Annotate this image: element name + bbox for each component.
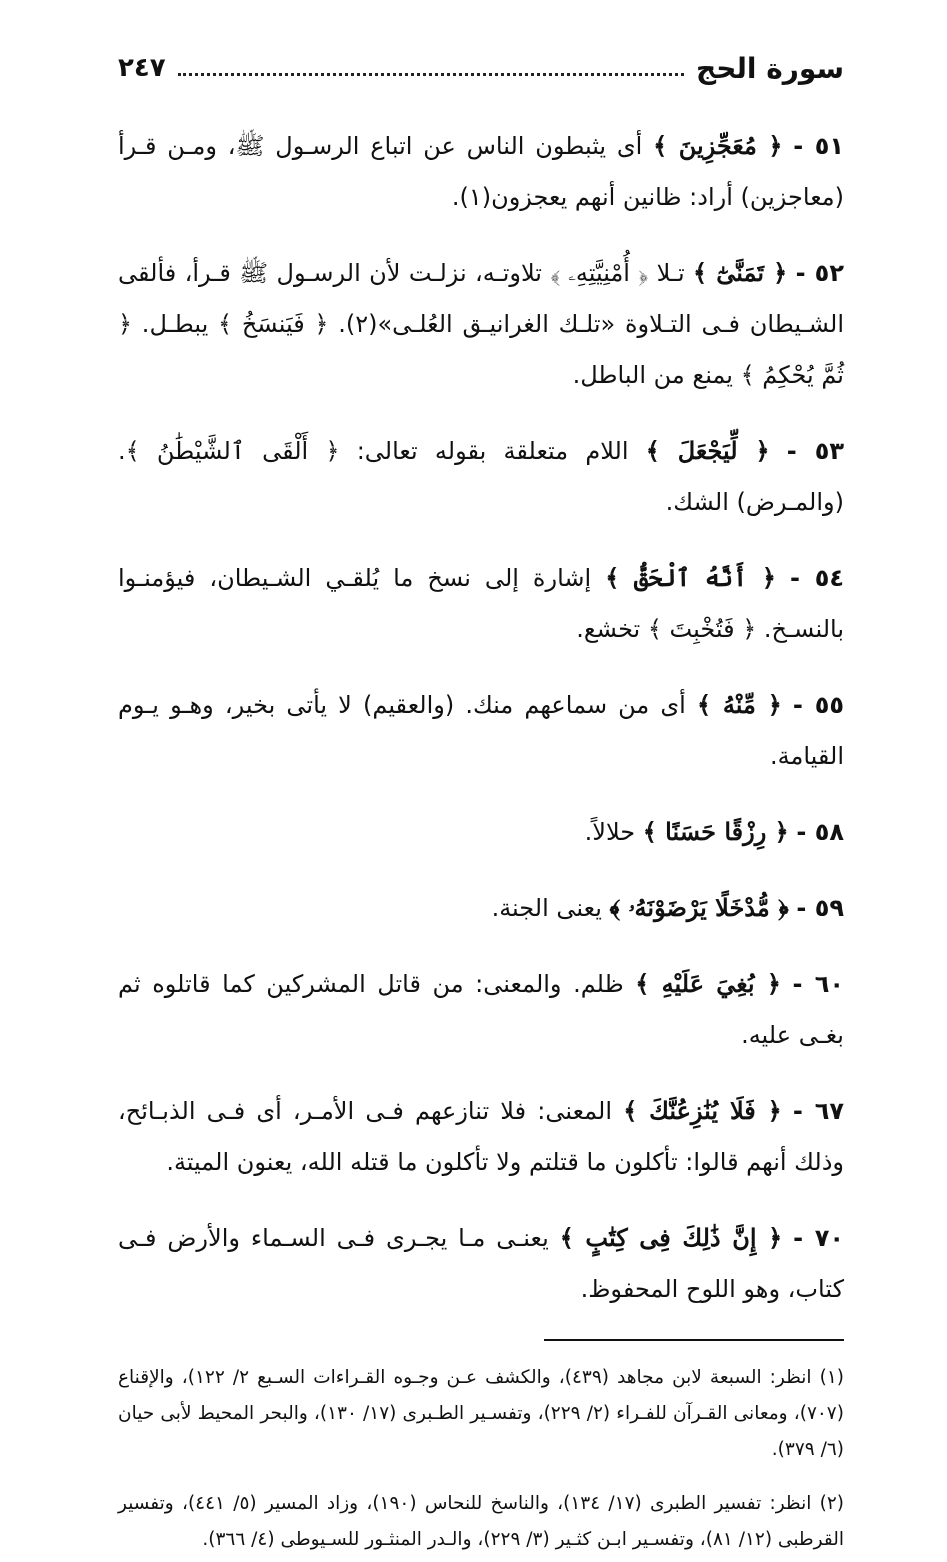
quran-word: ﴿ بُغِيَ عَلَيْهِ ﴾	[635, 969, 781, 998]
entry-text: المعنى: فلا تنازعهم فـى الأمـر، أى فـى الذبـائح، وذلك أنهم قالوا: تأكلون ما قتلتم ولا تأكلون ما قتله الله، يعنون الميتة.	[118, 1097, 844, 1176]
entry-54	[118, 552, 844, 655]
page-number: ٢٤٧	[118, 53, 166, 83]
entry-text: تـلا ﴿ أُمْنِيَّتِهِۦ ﴾ تلاوتـه، نزلـت لأن الرسـول ﷺ قـرأ، فألقى الشـيطان فـى التـلاوة «تلـك الغرانيـق العُلـى»(٢). ﴿ فَيَنسَخُ ﴾ يبطـل. ﴿ ثُمَّ يُحْكِمُ ﴾ يمنع من الباطل.	[118, 259, 844, 389]
footnote-1: (١) انظر: السبعة لابن مجاهد (٤٣٩)، والكشف عـن وجـوه القـراءات السـبع ٢/ ١٢٢)، والإقناع (٧٠٧)، ومعانى القـرآن للفـراء (٢/ ٢٢٩)، وتفسـير الطـبرى (١٧/ ١٣٠)، والبحر المحيط لأبى حيان (٦/ ٣٧٩).	[118, 1366, 845, 1460]
footnotes	[118, 1360, 844, 1559]
verse-number: ٥٢ -	[795, 259, 844, 287]
entry-text: أى يثبطون الناس عن اتباع الرسـول ﷺ، ومـن قـرأ (معاجزين) أراد: ظانين أنهم يعجزون(١).	[118, 132, 844, 211]
entry-60	[118, 958, 844, 1061]
entry-51	[118, 120, 844, 223]
entry-58	[118, 806, 844, 858]
surah-title: سورة الحج	[696, 51, 844, 85]
verse-number: ٧٠ -	[793, 1224, 844, 1252]
entry-text: إشارة إلى نسخ ما يُلقـي الشـيطان، فيؤمنـوا بالنسـخ. ﴿ فَتُخْبِتَ ﴾ تخشع.	[118, 564, 844, 643]
verse-number: ٥٥ -	[792, 691, 844, 719]
page-header	[118, 40, 844, 96]
verse-number: ٦٧ -	[792, 1097, 844, 1125]
quran-word: ﴿ مُّدْخَلًا يَرْضَوْنَهُۥ ﴾	[609, 893, 789, 922]
book-page	[118, 40, 844, 1562]
entry-text: ظلم. والمعنى: من قاتل المشركين كما قاتلوه ثم بغـى عليه.	[118, 970, 844, 1049]
verse-number: ٥٣ -	[786, 437, 844, 465]
quran-word: ﴿ فَلَا يُنَٰزِعُنَّكَ ﴾	[623, 1096, 782, 1125]
quran-word: ﴿ تَمَنَّىٰٓ ﴾	[693, 258, 788, 287]
entry-text: اللام متعلقة بقوله تعالى: ﴿ أَلْقَى ٱلشَّيْطَٰنُ ﴾. (والمـرض) الشك.	[118, 437, 844, 516]
entry-59	[118, 882, 844, 934]
entry-text: حلالاً.	[584, 818, 636, 846]
header-leader-dots	[178, 73, 684, 76]
entry-55	[118, 679, 844, 782]
quran-word: ﴿ أَنَّهُ ٱلْحَقُّ ﴾	[605, 563, 776, 592]
quran-word: ﴿ مِّنْهُ ﴾	[696, 690, 782, 719]
quran-word: ﴿ رِزْقًا حَسَنًا ﴾	[642, 817, 789, 846]
quran-word: ﴿ لِّيَجْعَلَ ﴾	[645, 436, 770, 465]
quran-word: ﴿ إِنَّ ذَٰلِكَ فِى كِتَٰبٍ ﴾	[559, 1223, 783, 1252]
verse-number: ٥٩ -	[796, 894, 844, 922]
entries-list	[118, 120, 844, 1315]
entry-text: يعنـى مـا يجـرى فـى السـماء والأرض فـى كتاب، وهو اللوح المحفوظ.	[118, 1224, 844, 1303]
footnote-divider	[544, 1339, 844, 1341]
verse-number: ٥٤ -	[789, 564, 844, 592]
verse-number: ٥٨ -	[796, 818, 844, 846]
entry-52	[118, 247, 844, 401]
quran-word: ﴿ مُعَجِّزِينَ ﴾	[653, 131, 783, 160]
verse-number: ٦٠ -	[792, 970, 845, 998]
entry-67	[118, 1085, 844, 1188]
entry-53	[118, 425, 844, 528]
footnote-2: (٢) انظر: تفسير الطبرى (١٧/ ١٣٤)، والناسخ للنحاس (١٩٠)، وزاد المسير (٥/ ٤٤١)، وتفسير القرطبى (١٢/ ٨١)، وتفسـير ابـن كثـير (٣/ ٢٢٩)، والـدر المنثـور للسـيوطى (٤/ ٣٦٦).	[118, 1493, 845, 1550]
verse-number: ٥١ -	[793, 132, 844, 160]
entry-70	[118, 1212, 844, 1315]
entry-text: يعنى الجنة.	[491, 894, 602, 922]
entry-text: أى من سماعهم منك. (والعقيم) لا يأتى بخير، وهـو يـوم القيامة.	[118, 691, 844, 770]
